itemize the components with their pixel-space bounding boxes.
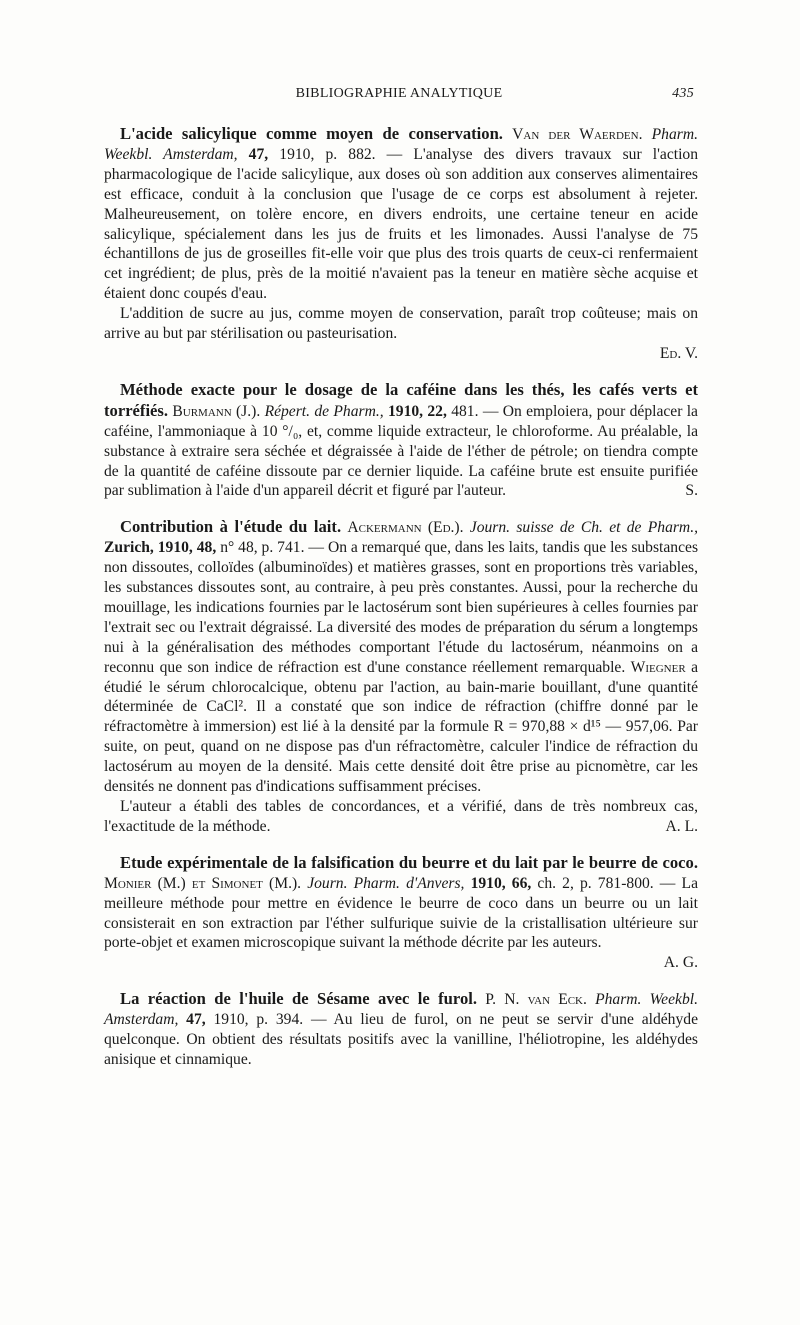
- article-volume: Zurich, 1910, 48,: [104, 539, 217, 557]
- article-title: Etude expérimentale de la falsification du beurre et du lait par le beurre de coco.: [120, 852, 698, 872]
- article-signature: A. L.: [665, 817, 698, 835]
- article-paragraph: L'addition de sucre au jus, comme moyen de conservation, paraît trop coûteuse; mais on arrive au but par stérilisation ou pasteurisation.: [104, 305, 698, 343]
- article-caffeine: [104, 380, 698, 501]
- article-text: On a remarqué que, dans les laits, tandis que les substances non dissoutes, colloïdes (albuminoïdes) et matières grasses, sont en proportions très variables, les substances dissoutes sont, au contraire, à peu près constantes. Aussi, pour la recherche du mouillage, les indications fournies par le lactosérum sont bien supérieures à celles fournies par l'extrait sec ou l'extrait dégraissé. La diversité des modes de préparation du sérum a longtemps nui à la généralisation des méthodes comportant l'étude du lactosérum, néanmoins on a reconnu que son indice de réfraction est d'une constance réellement remarquable.: [104, 539, 699, 676]
- article-signature: A. G.: [663, 954, 698, 972]
- article-author: Burmann (J.).: [172, 402, 261, 420]
- article-title: Contribution à l'étude du lait.: [120, 517, 342, 537]
- article-source: Journ. suisse de Ch. et de Pharm.,: [469, 519, 698, 537]
- article-author: P. N. van Eck.: [485, 991, 587, 1009]
- article-citation: 1910, p. 394. —: [213, 1011, 327, 1029]
- article-citation: 481. —: [451, 402, 499, 420]
- article-volume: 1910, 22,: [387, 402, 447, 420]
- article-source: Répert. de Pharm.,: [264, 402, 384, 420]
- article-volume: 47,: [248, 145, 269, 163]
- article-author: Monier (M.) et Simonet (M.).: [104, 874, 302, 892]
- article-citation: 1910, p. 882. —: [279, 145, 403, 163]
- article-signature: S.: [685, 482, 698, 500]
- article-title: Méthode exacte pour le dosage de la caféine dans les thés, les cafés verts et torréfiés.: [104, 379, 698, 420]
- article-text: La meilleure méthode pour mettre en évidence le beurre de coco dans un beurre ou un lait consisterait en son extraction par l'éther sulfurique suivie de la cristallisation ultérieure sur porte-objet et examen microscopique suivant la méthode décrite par les auteurs.: [104, 874, 698, 952]
- article-source: Journ. Pharm. d'Anvers,: [307, 874, 465, 892]
- article-butter: [104, 853, 698, 973]
- page-body: [104, 124, 698, 1086]
- article-source: Pharm. Weekbl. Amsterdam,: [104, 126, 699, 163]
- article-citation: ch. 2, p. 781-800. —: [537, 874, 676, 892]
- article-paragraph: L'auteur a établi des tables de concordances, et a vérifié, dans de très nombreux cas, l'exactitude de la méthode.: [104, 798, 698, 835]
- article-title: L'acide salicylique comme moyen de conservation.: [120, 124, 503, 143]
- article-volume: 1910, 66,: [470, 874, 532, 892]
- running-header: [104, 86, 694, 106]
- article-milk: [104, 517, 698, 837]
- article-text: L'analyse des divers travaux sur l'action pharmacologique de l'acide salicylique, aux doses où son addition aux conserves alimentaires est efficace, conduit à la conclusion que l'usage de ce corps est absolument à rejeter. Malheureusement, on tolère encore, en divers endroits, une certaine teneur en acide salicylique, spécialement dans les jus de fruits et les limonades. Aussi l'analyse de 75 échantillons de jus de groseilles fit-elle voir que plus des trois quarts de ceux-ci renfermaient cet ingrédient; de plus, près de la moitié n'avaient pas la teneur en matière sèche acquise et étaient donc coupés d'eau.: [104, 145, 699, 303]
- article-salicylic-acid: [104, 124, 698, 364]
- header-title: BIBLIOGRAPHIE ANALYTIQUE: [295, 86, 503, 101]
- page-number: 435: [672, 86, 694, 101]
- article-text-continued: a étudié le sérum chlorocalcique, obtenu par l'action, au bain-marie bouillant, d'une quantité déterminée de CaCl². Il a constaté que son indice de réfraction (chiffre donné par le réfractomètre à immersion) est lié à la densité par la formule R = 970,88 × d¹⁵ — 957,06. Par suite, on peut, quand on ne dispose pas d'un réfractomètre, calculer l'indice de réfraction du lactosérum au moyen de la densité. Mais cette densité doit être prise au picnomètre, car les densités ne donnent pas d'indications suffisamment précises.: [104, 658, 698, 796]
- article-text: Au lieu de furol, on ne peut se servir d'une aldéhyde quelconque. On obtient des résultats positifs avec la vanilline, l'héliotropine, les aldéhydes anisique et cinnamique.: [104, 1011, 698, 1068]
- article-author: Van der Waerden.: [512, 126, 643, 143]
- article-citation: n° 48, p. 741. —: [220, 539, 324, 557]
- article-volume: 47,: [186, 1011, 206, 1029]
- article-signature: Ed. V.: [659, 344, 698, 362]
- article-inline-name: Wiegner: [630, 658, 686, 676]
- article-sesame: [104, 989, 698, 1070]
- article-author: Ackermann (Ed.).: [347, 519, 464, 537]
- article-title: La réaction de l'huile de Sésame avec le furol.: [120, 989, 478, 1009]
- article-source: Pharm. Weekbl. Amsterdam,: [104, 991, 698, 1029]
- article-text: On emploiera, pour déplacer la caféine, l'ammoniaque à 10 °/₀, et, comme liquide extracteur, le chloroforme. Au préalable, la substance à extraire sera séchée et dégraissée à l'aide de l'éther de pétrole; on tiendra compte de la quantité de caféine dissoute par ce dernier liquide. La caféine brute est ensuite purifiée par sublimation à l'aide d'un appareil décrit et figuré par l'auteur.: [104, 402, 698, 500]
